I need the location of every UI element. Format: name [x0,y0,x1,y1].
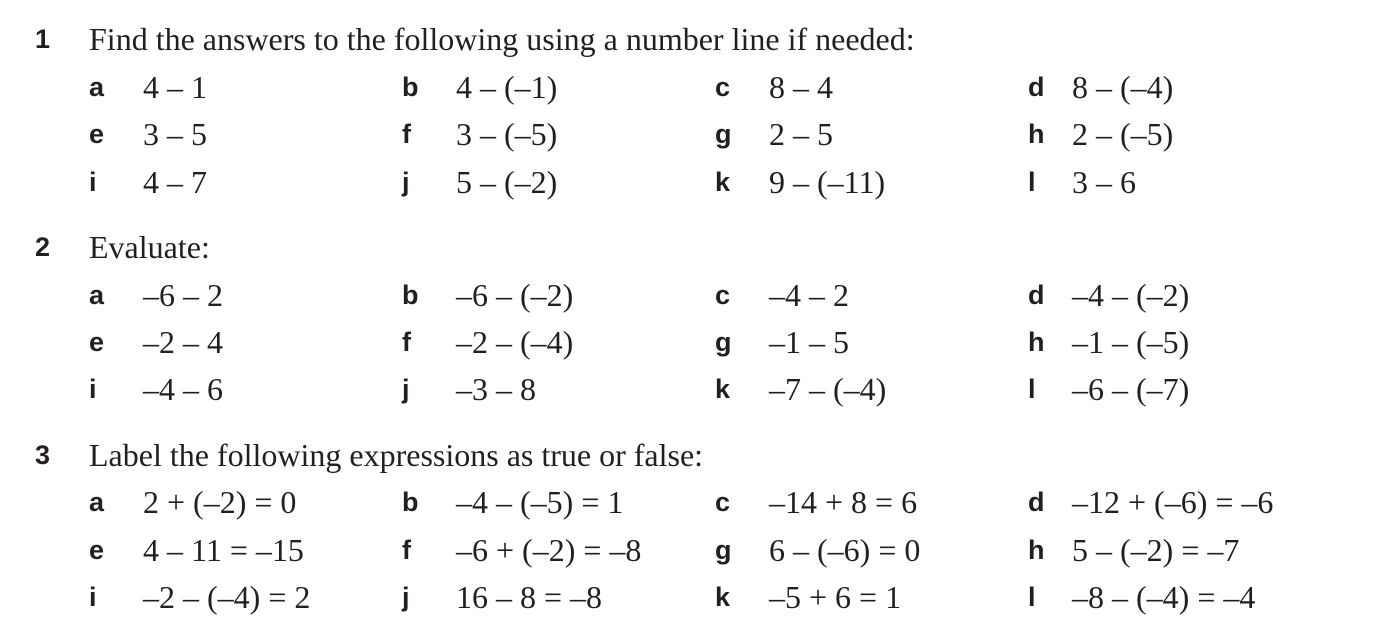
item-label: f [402,535,411,565]
item-label: a [89,280,105,310]
item-expression: 8 – (–4) [1072,69,1174,105]
item-label: j [402,167,410,197]
item-expression: –6 – (–7) [1072,371,1190,407]
item-label: i [89,374,97,404]
item-label: l [1028,374,1036,404]
item-label: k [715,582,731,612]
item-expression: –7 – (–4) [769,371,887,407]
item-label: d [1028,72,1045,102]
item-expression: –1 – (–5) [1072,324,1190,360]
item-expression: –12 + (–6) = –6 [1072,484,1274,520]
item-expression: –2 – 4 [143,324,223,360]
item-expression: 2 + (–2) = 0 [143,484,297,520]
item-label: k [715,167,731,197]
item-expression: –8 – (–4) = –4 [1072,579,1256,615]
item-label: h [1028,327,1045,357]
item-label: e [89,535,105,565]
item-label: f [402,119,411,149]
item-label: d [1028,280,1045,310]
item-expression: –4 – (–2) [1072,277,1190,313]
item-label: g [715,327,732,357]
question-number: 2 [35,232,51,262]
item-label: g [715,535,732,565]
item-expression: 16 – 8 = –8 [456,579,603,615]
item-expression: –1 – 5 [769,324,849,360]
item-label: a [89,487,105,517]
item-label: f [402,327,411,357]
item-label: b [402,72,419,102]
item-label: b [402,280,419,310]
item-expression: –6 – 2 [143,277,223,313]
question-number: 1 [35,24,51,54]
item-label: j [402,582,410,612]
item-label: g [715,119,732,149]
item-label: b [402,487,419,517]
item-expression: 2 – 5 [769,116,833,152]
item-label: l [1028,582,1036,612]
item-label: e [89,119,105,149]
item-label: d [1028,487,1045,517]
item-label: k [715,374,731,404]
item-expression: –5 + 6 = 1 [769,579,902,615]
item-label: l [1028,167,1036,197]
item-expression: 8 – 4 [769,69,833,105]
item-expression: 3 – 6 [1072,164,1136,200]
item-expression: 4 – 7 [143,164,207,200]
item-expression: 6 – (–6) = 0 [769,532,921,568]
item-expression: –6 – (–2) [456,277,574,313]
item-expression: –4 – 6 [143,371,223,407]
item-label: e [89,327,105,357]
question-prompt: Label the following expressions as true or false: [89,437,704,473]
item-label: h [1028,535,1045,565]
item-expression: 4 – 11 = –15 [143,532,304,568]
item-label: i [89,167,97,197]
item-expression: 4 – 1 [143,69,207,105]
item-expression: –4 – (–5) = 1 [456,484,624,520]
item-label: h [1028,119,1045,149]
item-expression: –3 – 8 [456,371,536,407]
item-expression: –4 – 2 [769,277,849,313]
item-expression: 2 – (–5) [1072,116,1174,152]
question-prompt: Find the answers to the following using a number line if needed: [89,21,915,57]
item-expression: 4 – (–1) [456,69,558,105]
item-label: j [402,374,410,404]
item-label: a [89,72,105,102]
item-expression: –14 + 8 = 6 [769,484,918,520]
item-expression: 3 – (–5) [456,116,558,152]
item-expression: 5 – (–2) [456,164,558,200]
item-label: c [715,72,731,102]
item-expression: –2 – (–4) [456,324,574,360]
item-label: i [89,582,97,612]
item-label: c [715,487,731,517]
item-expression: 9 – (–11) [769,164,886,200]
question-prompt: Evaluate: [89,229,210,265]
question-number: 3 [35,440,51,470]
item-expression: 5 – (–2) = –7 [1072,532,1240,568]
item-expression: 3 – 5 [143,116,207,152]
item-expression: –2 – (–4) = 2 [143,579,311,615]
item-expression: –6 + (–2) = –8 [456,532,642,568]
item-label: c [715,280,731,310]
